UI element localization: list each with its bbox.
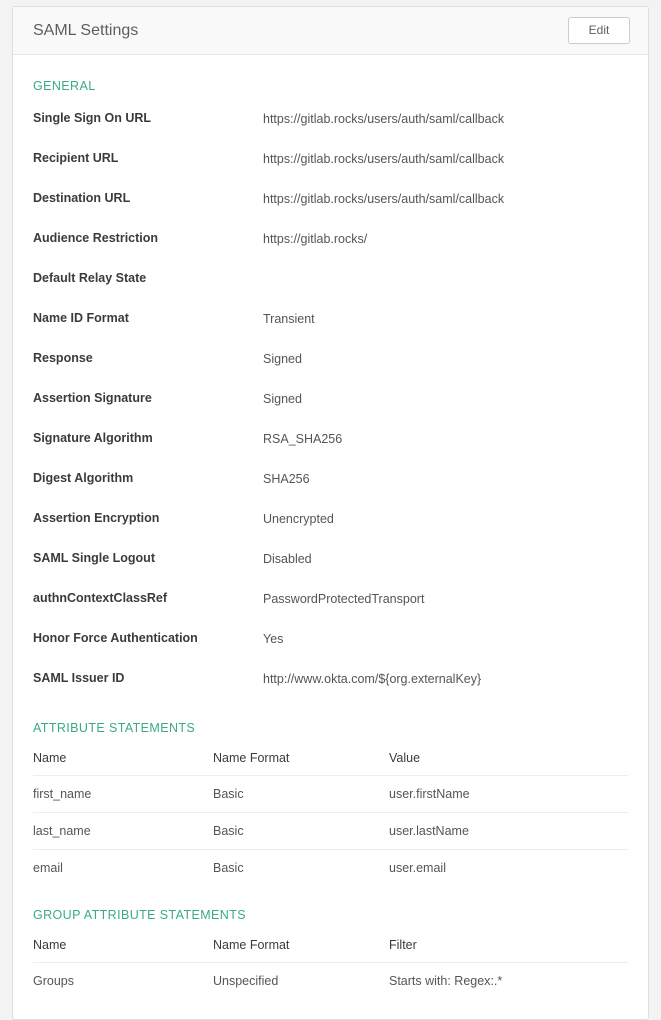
- setting-row: [33, 179, 628, 219]
- cell-filter: Starts with: Regex:.*: [389, 974, 503, 988]
- column-header-name: Name: [33, 928, 213, 963]
- cell-value: user.lastName: [389, 813, 628, 850]
- setting-label: Recipient URL: [33, 151, 119, 165]
- setting-label: Audience Restriction: [33, 231, 159, 245]
- setting-row: [33, 539, 628, 579]
- setting-value: Signed: [263, 392, 302, 406]
- table-row: [33, 850, 628, 887]
- table-row: [33, 813, 628, 850]
- setting-value: Signed: [263, 352, 302, 366]
- setting-row: [33, 499, 628, 539]
- column-header-value: Value: [389, 741, 628, 776]
- section-title-group-attribute-statements: GROUP ATTRIBUTE STATEMENTS: [33, 908, 246, 922]
- setting-row: [33, 659, 628, 699]
- table-row: [33, 963, 628, 1000]
- cell-value: user.firstName: [389, 776, 628, 813]
- setting-label: Honor Force Authentication: [33, 631, 198, 645]
- setting-row: [33, 139, 628, 179]
- setting-row: [33, 299, 628, 339]
- column-header-filter: Filter: [389, 928, 628, 963]
- setting-value: PasswordProtectedTransport: [263, 592, 425, 606]
- column-header-name-format: Name Format: [213, 741, 389, 776]
- cell-name: Groups: [33, 974, 74, 988]
- edit-button[interactable]: Edit: [568, 17, 630, 44]
- cell-value: user.email: [389, 861, 446, 875]
- setting-value: [263, 259, 628, 272]
- column-header-name: Name: [33, 741, 213, 776]
- cell-name-format: Basic: [213, 776, 389, 813]
- setting-label: Default Relay State: [33, 271, 147, 285]
- setting-row: [33, 219, 628, 259]
- column-header-name-format: Name Format: [213, 928, 389, 963]
- setting-row: [33, 339, 628, 379]
- setting-value: SHA256: [263, 472, 310, 486]
- section-title-general: GENERAL: [33, 79, 96, 93]
- setting-row: [33, 379, 628, 419]
- panel-header: [13, 7, 648, 55]
- page-title: SAML Settings: [33, 22, 139, 39]
- setting-row: [33, 619, 628, 659]
- saml-settings-panel: [12, 6, 649, 1020]
- group-attribute-statements-table: [33, 928, 628, 999]
- setting-row: [33, 99, 628, 139]
- cell-name-format: Basic: [213, 813, 389, 850]
- section-title-attribute-statements: ATTRIBUTE STATEMENTS: [33, 721, 196, 735]
- attribute-statements-table: [33, 741, 628, 886]
- table-row: [33, 776, 628, 813]
- setting-label: SAML Single Logout: [33, 551, 155, 565]
- panel-body: [13, 55, 648, 1019]
- table-header-row: [33, 741, 628, 776]
- setting-label: Response: [33, 351, 93, 365]
- setting-row: [33, 259, 628, 299]
- cell-name: first_name: [33, 776, 213, 813]
- setting-label: Assertion Signature: [33, 391, 152, 405]
- setting-label: authnContextClassRef: [33, 591, 168, 605]
- setting-row: [33, 459, 628, 499]
- setting-label: Single Sign On URL: [33, 111, 152, 125]
- cell-name-format: Unspecified: [213, 974, 279, 988]
- setting-value: https://gitlab.rocks/users/auth/saml/callback: [263, 192, 505, 206]
- cell-name: email: [33, 861, 63, 875]
- setting-value: https://gitlab.rocks/users/auth/saml/callback: [263, 112, 505, 126]
- setting-value: https://gitlab.rocks/users/auth/saml/callback: [263, 152, 505, 166]
- setting-label: Name ID Format: [33, 311, 129, 325]
- setting-row: [33, 579, 628, 619]
- general-settings-list: [33, 99, 628, 699]
- setting-value: RSA_SHA256: [263, 432, 343, 446]
- setting-label: Digest Algorithm: [33, 471, 134, 485]
- cell-name-format: Basic: [213, 861, 244, 875]
- setting-row: [33, 419, 628, 459]
- setting-label: Assertion Encryption: [33, 511, 160, 525]
- setting-value: http://www.okta.com/${org.externalKey}: [263, 672, 482, 686]
- cell-name: last_name: [33, 813, 213, 850]
- table-header-row: [33, 928, 628, 963]
- setting-label: SAML Issuer ID: [33, 671, 125, 685]
- setting-value: https://gitlab.rocks/: [263, 232, 368, 246]
- setting-label: Signature Algorithm: [33, 431, 153, 445]
- setting-value: Transient: [263, 312, 315, 326]
- setting-value: Yes: [263, 632, 284, 646]
- setting-label: Destination URL: [33, 191, 131, 205]
- setting-value: Disabled: [263, 552, 312, 566]
- setting-value: Unencrypted: [263, 512, 334, 526]
